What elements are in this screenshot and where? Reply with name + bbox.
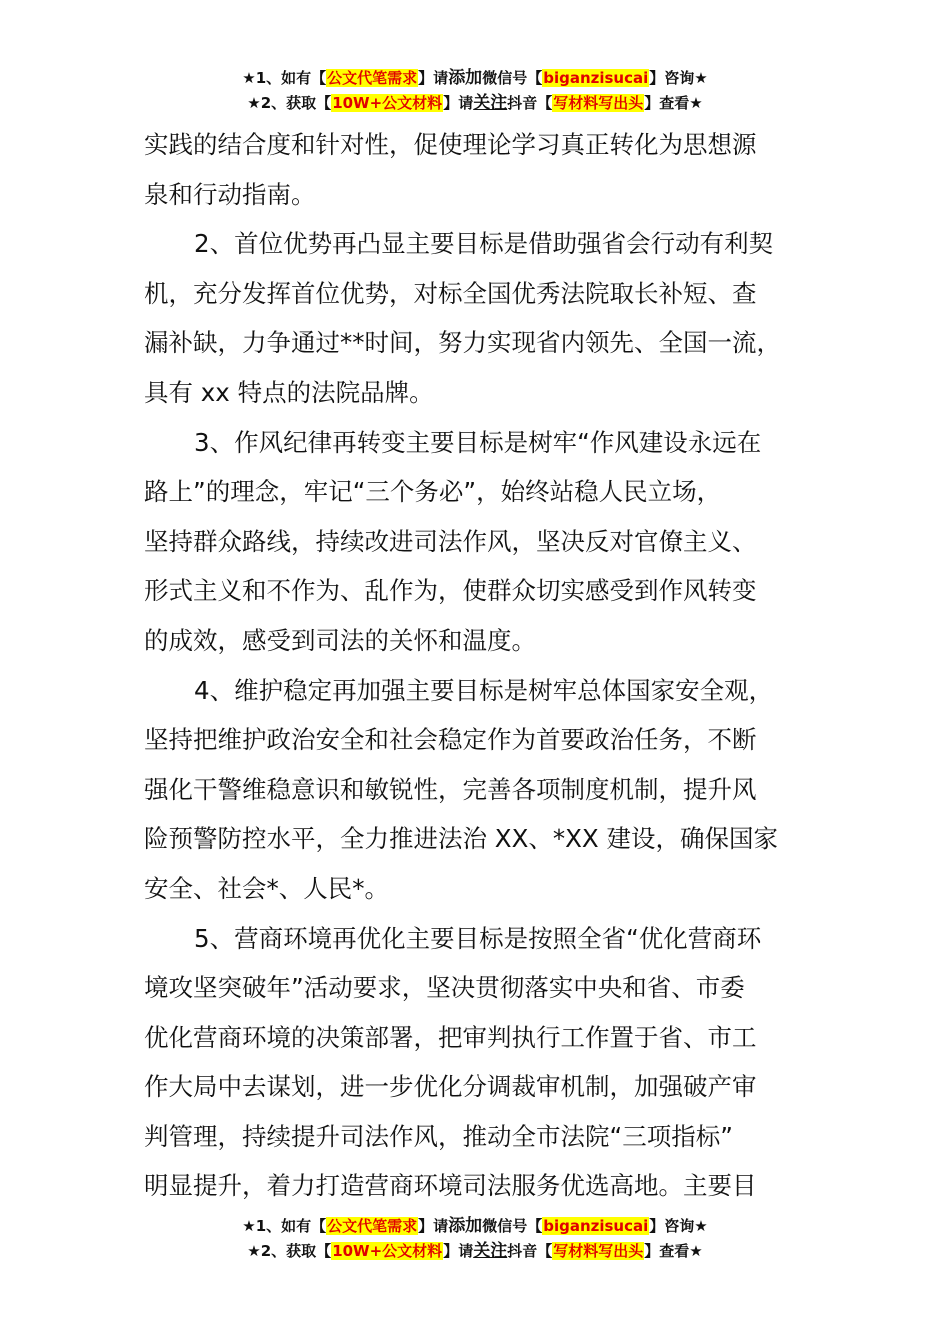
banner-text: ★2、获取【 [247,1242,332,1260]
highlight-text: 10W+公文材料 [332,94,443,112]
wechat-id: biganzisucai [543,69,649,87]
body-line: 机，充分发挥首位优势，对标全国优秀法院取长补短、查 [144,278,757,308]
banner-text: ★1、如有【 [242,69,327,87]
highlight-text: 10W+公文材料 [332,1242,443,1260]
body-line: 明显提升，着力打造营商环境司法服务优选高地。主要目 [144,1171,757,1201]
body-line: 作大局中去谋划，进一步优化分调裁审机制，加强破产审 [144,1072,757,1102]
banner-text: 】请 [443,1242,474,1260]
banner-line-2 [0,1239,950,1264]
body-line: 安全、社会*、人民*。 [144,873,389,903]
document-body [144,120,834,1211]
banner-text: 关注 [473,1241,508,1261]
banner-text: 抖音【 [507,94,553,112]
douyin-account: 写材料写出头 [553,1242,644,1260]
banner-text: 】查看★ [644,1242,703,1260]
body-line: 优化营商环境的决策部署，把审判执行工作置于省、市工 [144,1022,757,1052]
banner-text: 抖音【 [507,1242,553,1260]
paragraph-start: 5、营商环境再优化主要目标是按照全省“优化营商环 [194,923,762,953]
highlight-text: 公文代笔需求 [327,1217,418,1235]
banner-text: 】请 [418,69,449,87]
banner-text: 关注 [473,93,508,113]
banner-line-1 [0,66,950,91]
body-line: 判管理，持续提升司法作风，推动全市法院“三项指标” [144,1121,733,1151]
header-banner [0,66,950,116]
highlight-text: 公文代笔需求 [327,69,418,87]
body-line: 漏补缺，力争通过**时间，努力实现省内领先、全国一流， [144,328,781,358]
body-line: 路上”的理念，牢记“三个务必”，始终站稳人民立场， [144,477,722,507]
body-line: 险预警防控水平，全力推进法治 XX、*XX 建设，确保国家 [144,824,778,854]
body-line: 坚持群众路线，持续改进司法作风，坚决反对官僚主义、 [144,526,757,556]
body-line: 泉和行动指南。 [144,179,316,209]
paragraph-start: 4、维护稳定再加强主要目标是树牢总体国家安全观， [194,675,774,705]
banner-text: 】查看★ [644,94,703,112]
banner-line-2 [0,91,950,116]
body-line: 具有 xx 特点的法院品牌。 [144,377,434,407]
banner-text: 】请 [418,1217,449,1235]
banner-text: 微信号【 [482,69,543,87]
banner-text: 】咨询★ [649,69,708,87]
body-line: 强化干警维稳意识和敏锐性，完善各项制度机制，提升风 [144,774,757,804]
body-line: 实践的结合度和针对性，促使理论学习真正转化为思想源 [144,130,757,159]
banner-text: 添加 [448,68,483,88]
banner-text: 】请 [443,94,474,112]
paragraph-start: 2、首位优势再凸显主要目标是借助强省会行动有利契 [194,229,774,259]
banner-line-1 [0,1214,950,1239]
body-line: 形式主义和不作为、乱作为，使群众切实感受到作风转变 [144,576,757,606]
banner-text: ★1、如有【 [242,1217,327,1235]
footer-banner [0,1214,950,1264]
body-line: 的成效，感受到司法的关怀和温度。 [144,625,536,655]
wechat-id: biganzisucai [543,1217,649,1235]
body-line: 坚持把维护政治安全和社会稳定作为首要政治任务，不断 [144,725,757,755]
banner-text: 添加 [448,1216,483,1236]
banner-text: ★2、获取【 [247,94,332,112]
banner-text: 】咨询★ [649,1217,708,1235]
douyin-account: 写材料写出头 [553,94,644,112]
body-line: 境攻坚突破年”活动要求，坚决贯彻落实中央和省、市委 [144,973,745,1003]
paragraph-start: 3、作风纪律再转变主要目标是树牢“作风建设永远在 [194,427,762,457]
banner-text: 微信号【 [482,1217,543,1235]
